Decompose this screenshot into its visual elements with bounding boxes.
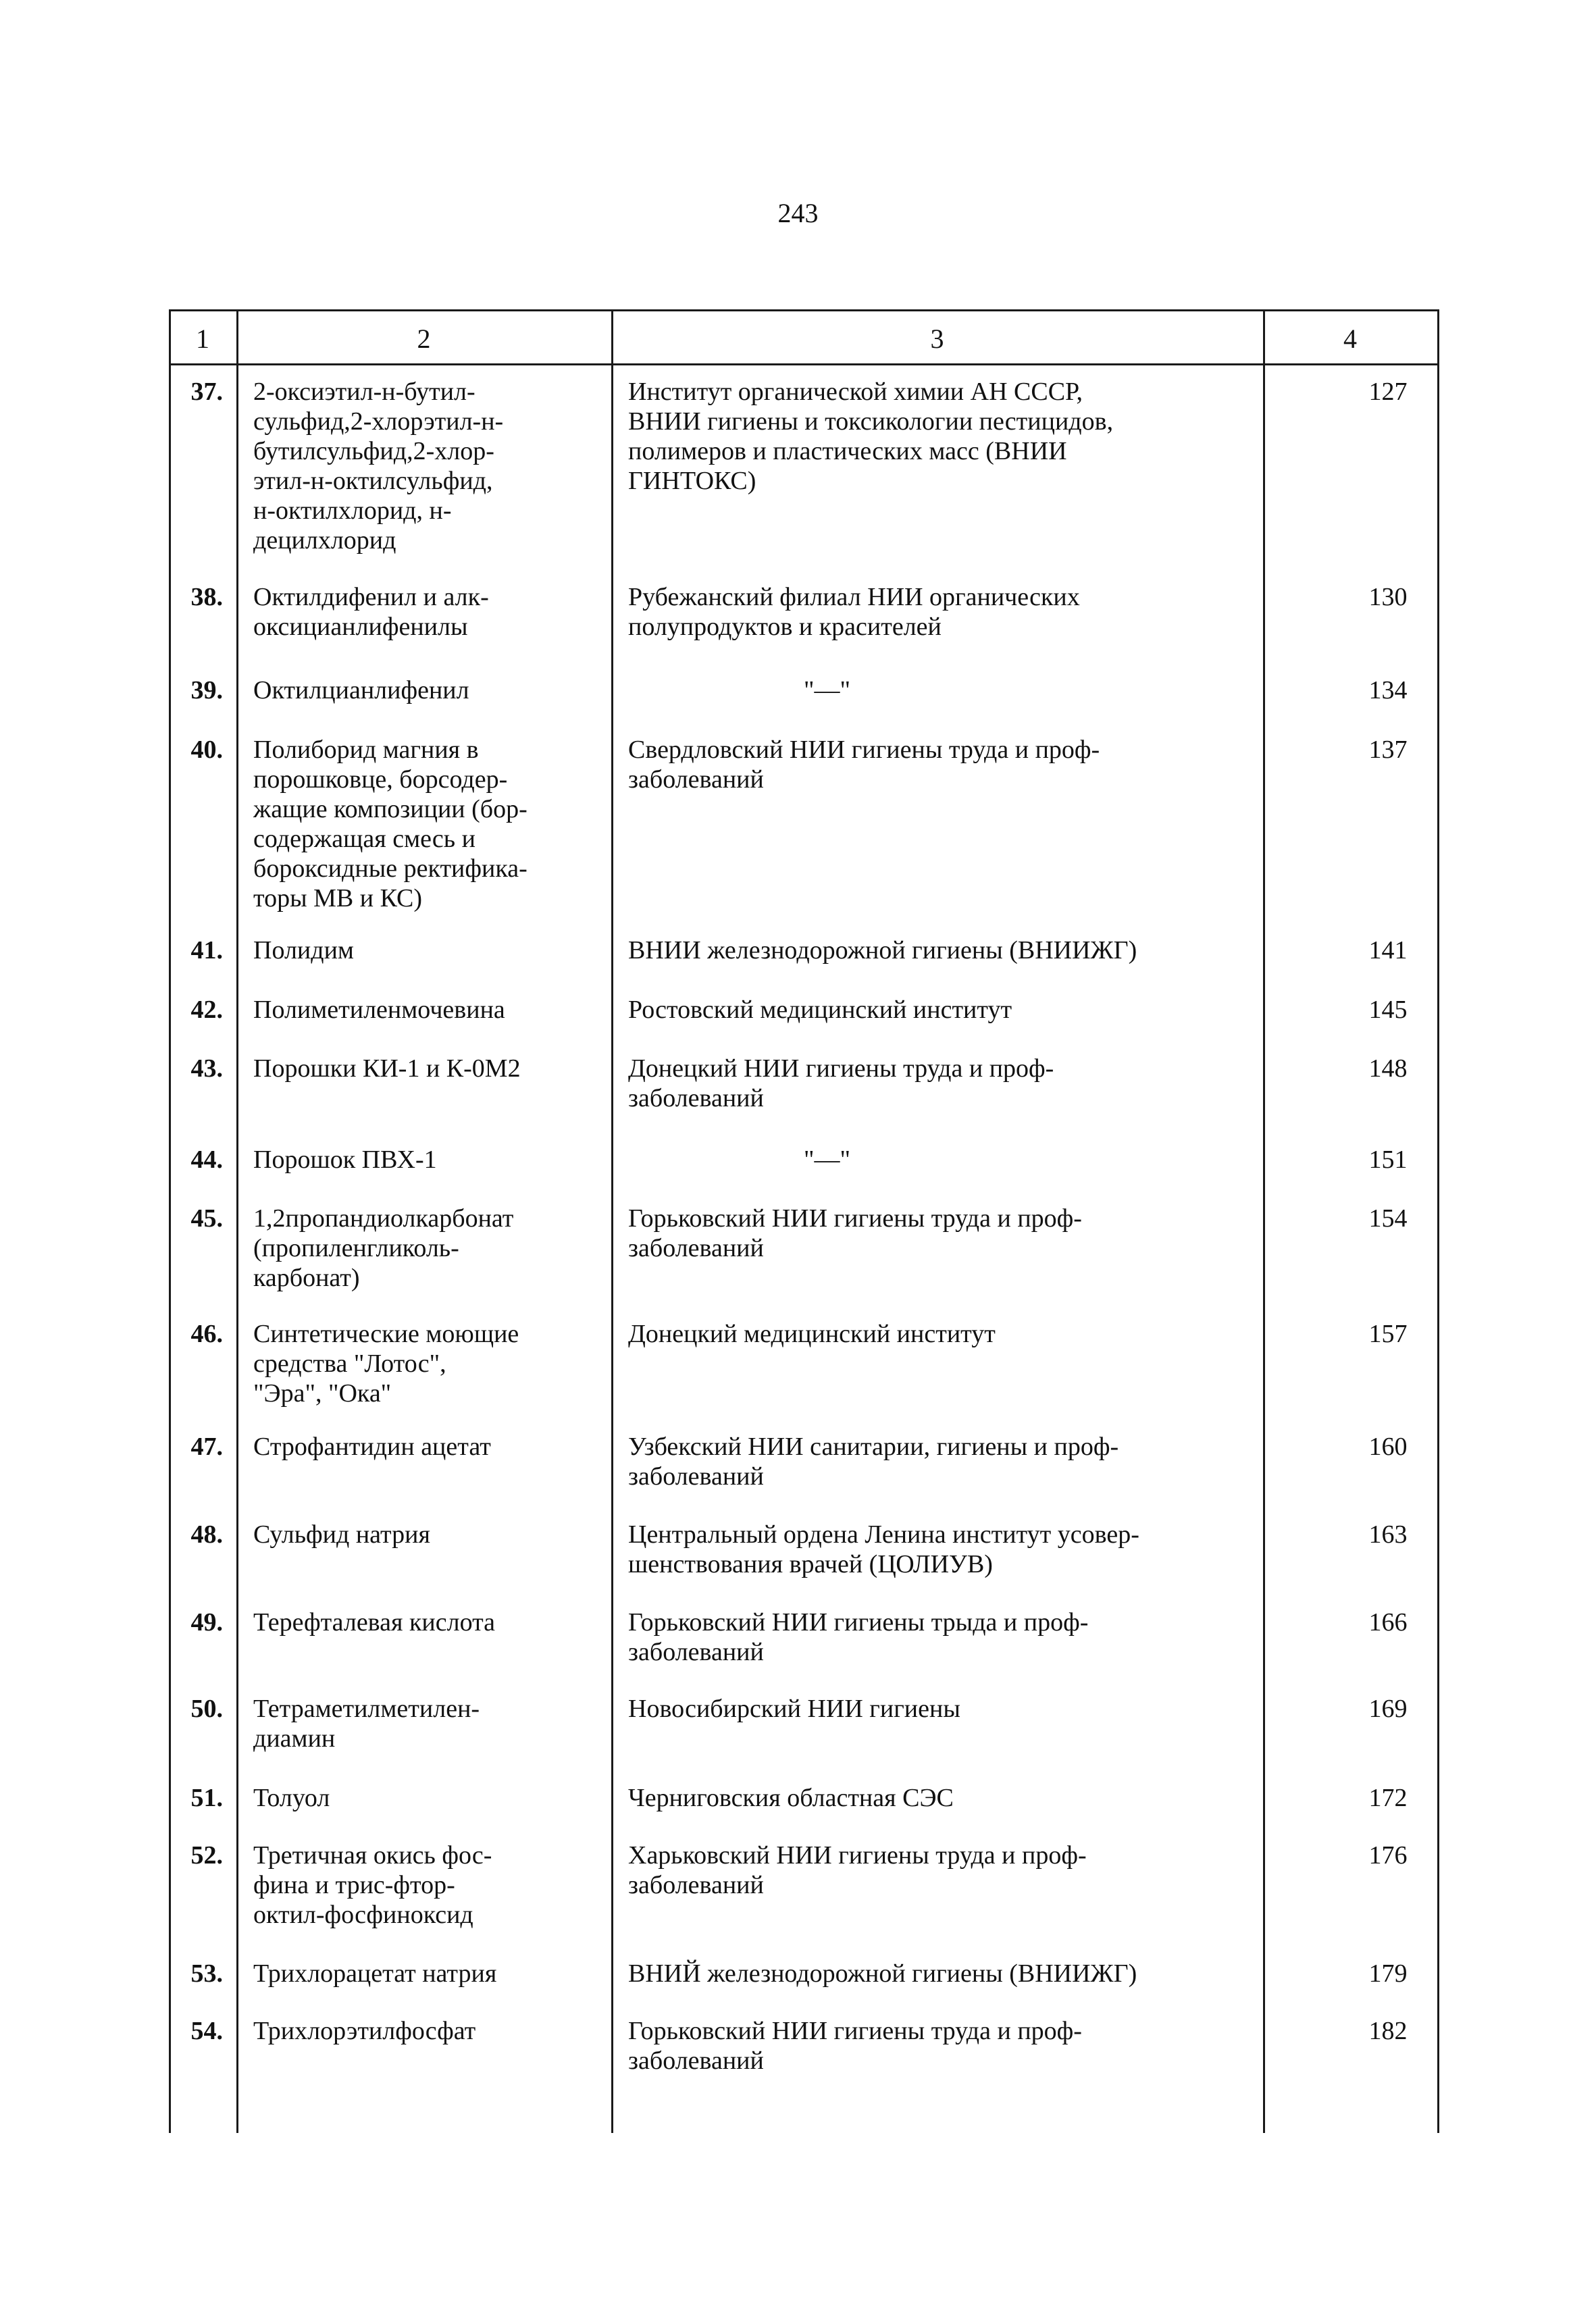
page-reference: 151 [1368, 1146, 1408, 1174]
institution-name: Центральный ордена Ленина институт усовер- шенствования врачей (ЦОЛИУВ) [628, 1520, 1139, 1578]
page-reference: 163 [1368, 1520, 1408, 1549]
column-header-1: 1 [196, 324, 209, 354]
substance-name: 1,2пропандиолкарбонат (пропиленгликоль- карбонат) [253, 1204, 514, 1292]
institution-name: Черниговския областная СЭС [628, 1784, 954, 1812]
page-reference: 145 [1368, 996, 1408, 1024]
row-number: 47. [190, 1433, 223, 1461]
row-number: 38. [190, 583, 223, 611]
institution-name: Харьковский НИИ гигиены труда и проф- заболеваний [628, 1841, 1087, 1899]
substance-name: Сульфид натрия [253, 1520, 430, 1549]
page-reference: 134 [1368, 676, 1408, 704]
page-reference: 137 [1368, 736, 1408, 764]
page-number: 243 [777, 198, 819, 228]
column-header-2: 2 [417, 324, 431, 354]
substance-name: Толуол [253, 1784, 330, 1812]
institution-name: ВНИИ железнодорожной гигиены (ВНИИЖГ) [628, 936, 1137, 965]
row-number: 50. [190, 1695, 223, 1723]
institution-name: Донецкий НИИ гигиены труда и проф- заболеваний [628, 1054, 1054, 1112]
row-number: 45. [190, 1204, 223, 1233]
column-header-3: 3 [930, 324, 944, 354]
substance-name: Терефталевая кислота [253, 1608, 496, 1637]
institution-name: Рубежанский филиал НИИ органических полупродуктов и красителей [628, 583, 1080, 641]
row-number: 39. [190, 676, 223, 704]
page-reference: 176 [1368, 1841, 1408, 1870]
page-reference: 130 [1368, 583, 1408, 611]
institution-name: Узбекский НИИ санитарии, гигиены и проф- заболеваний [628, 1433, 1119, 1491]
row-number: 41. [190, 936, 223, 965]
substance-name: Полиборид магния в порошковце, борсодер- жащие композиции (бор- содержащая смесь и бороксидные ректифика- торы МВ и КС) [253, 736, 527, 912]
page-reference: 169 [1368, 1695, 1408, 1723]
institution-name: Институт органической химии АН СССР, ВНИИ гигиены и токсикологии пестицидов, полимеров и пластических масс (ВНИИ ГИНТОКС) [628, 378, 1114, 495]
row-number: 48. [190, 1520, 223, 1549]
institution-name: Свердловский НИИ гигиены труда и проф- заболеваний [628, 736, 1100, 794]
row-number: 42. [190, 996, 223, 1024]
substance-name: Порошок ПВХ-1 [253, 1146, 437, 1174]
substance-name: Третичная окись фос- фина и трис-фтор- октил-фосфиноксид [253, 1841, 492, 1929]
institution-name: Горьковский НИИ гигиены труда и проф- заболеваний [628, 2017, 1082, 2075]
row-number: 46. [190, 1320, 223, 1348]
institution-name: Горьковский НИИ гигиены трыда и проф- заболеваний [628, 1608, 1089, 1666]
substance-name: 2-оксиэтил-н-бутил- сульфид,2-хлорэтил-н- бутилсульфид,2-хлор- этил-н-октилсульфид, н-октилхлорид, н- децилхлорид [253, 378, 504, 555]
page-reference: 157 [1368, 1320, 1408, 1348]
substance-name: Строфантидин ацетат [253, 1433, 491, 1461]
substance-name: Трихлорацетат натрия [253, 1959, 497, 1988]
page-reference: 182 [1368, 2017, 1408, 2045]
row-number: 43. [190, 1054, 223, 1083]
substance-name: Синтетические моющие средства "Лотос", "Эра", "Ока" [253, 1320, 519, 1408]
row-number: 44. [190, 1146, 223, 1174]
row-number: 54. [190, 2017, 223, 2045]
substance-name: Порошки КИ-1 и К-0М2 [253, 1054, 521, 1083]
institution-name: ВНИЙ железнодорожной гигиены (ВНИИЖГ) [628, 1959, 1137, 1988]
row-number: 51. [190, 1784, 223, 1812]
page-reference: 148 [1368, 1054, 1408, 1083]
page-reference: 154 [1368, 1204, 1408, 1233]
page-reference: 141 [1368, 936, 1408, 965]
row-number: 37. [190, 378, 223, 406]
page-reference: 166 [1368, 1608, 1408, 1637]
page-reference: 160 [1368, 1433, 1408, 1461]
institution-name: Новосибирский НИИ гигиены [628, 1695, 960, 1723]
substance-name: Тетраметилметилен- диамин [253, 1695, 480, 1753]
row-number: 53. [190, 1959, 223, 1988]
substance-name: Полидим [253, 936, 354, 965]
substance-name: Трихлорэтилфосфат [253, 2017, 476, 2045]
column-header-4: 4 [1343, 324, 1357, 354]
row-number: 40. [190, 736, 223, 764]
institution-name: "—" [804, 1146, 851, 1174]
substance-name: Октилцианлифенил [253, 676, 469, 704]
institution-name: "—" [804, 676, 851, 704]
institution-name: Донецкий медицинский институт [628, 1320, 996, 1348]
substance-name: Полиметиленмочевина [253, 996, 505, 1024]
substance-name: Октилдифенил и алк- оксицианлифенилы [253, 583, 489, 641]
page-reference: 179 [1368, 1959, 1408, 1988]
row-number: 49. [190, 1608, 223, 1637]
row-number: 52. [190, 1841, 223, 1870]
page-reference: 172 [1368, 1784, 1408, 1812]
institution-name: Горьковский НИИ гигиены труда и проф- заболеваний [628, 1204, 1082, 1262]
page-reference: 127 [1368, 378, 1408, 406]
institution-name: Ростовский медицинский институт [628, 996, 1012, 1024]
